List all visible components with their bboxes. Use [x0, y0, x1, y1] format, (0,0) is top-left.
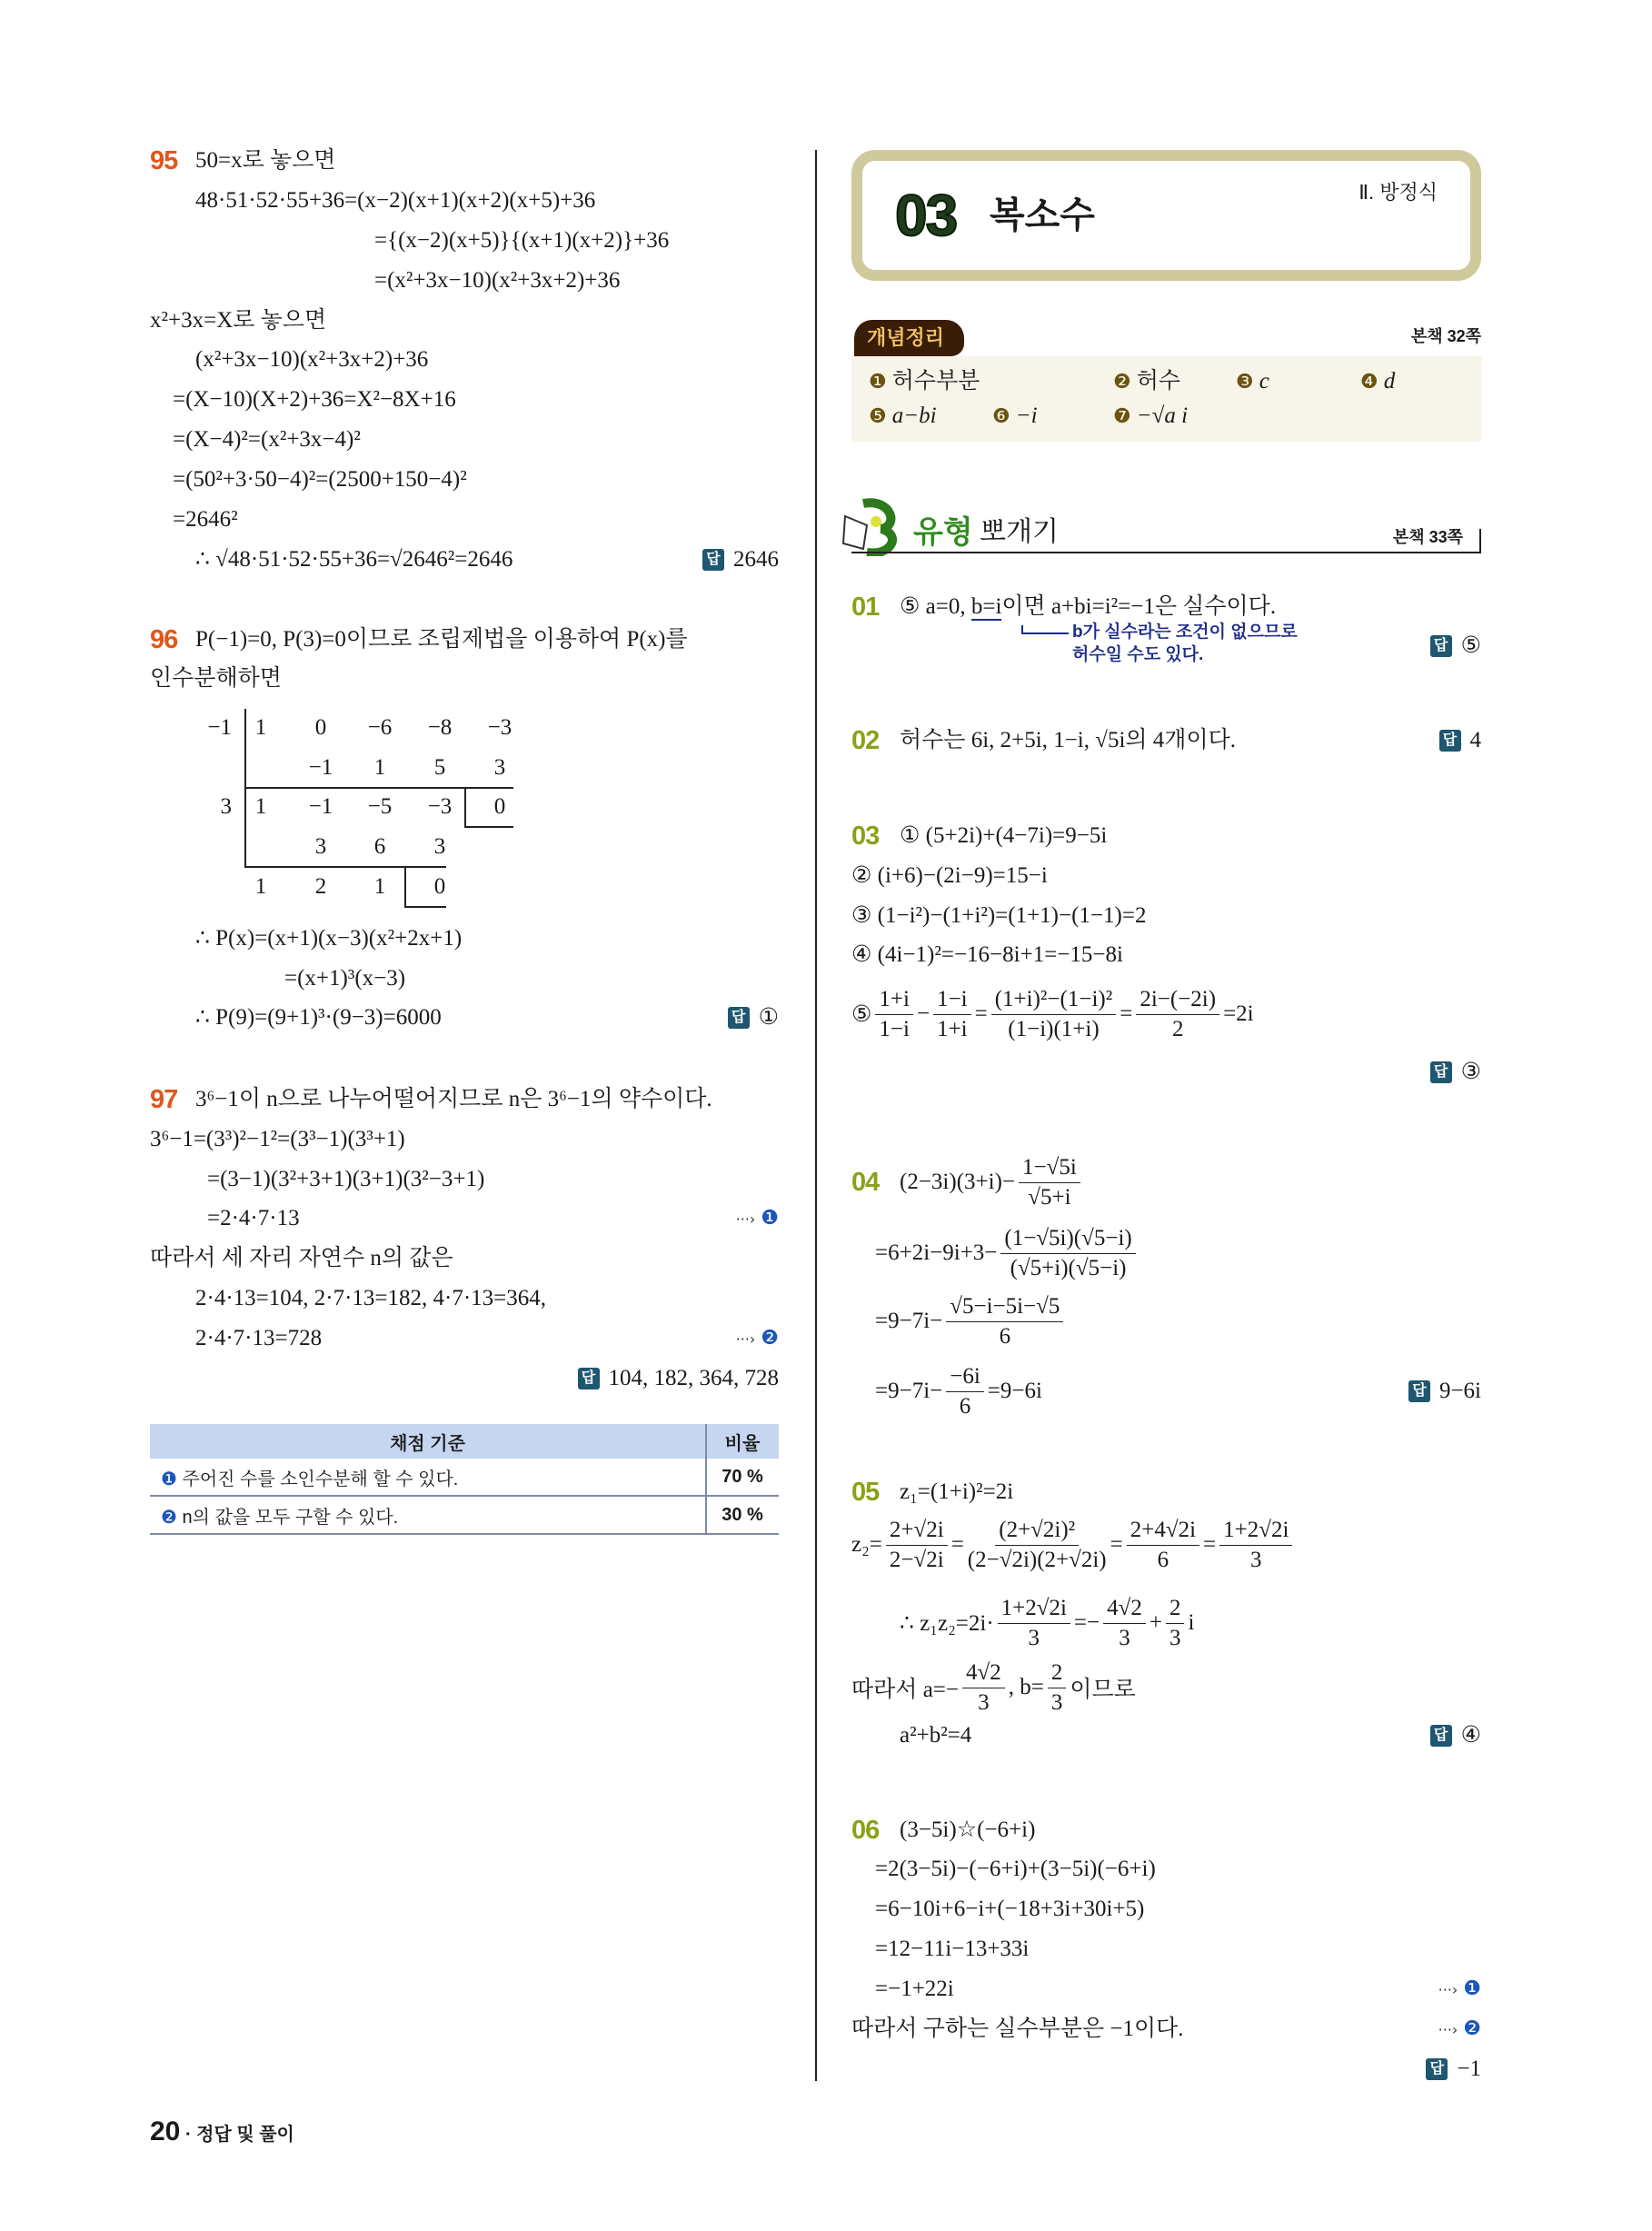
solution-line: =(X−4)²=(x²+3x−4)² — [173, 427, 361, 452]
solution-line: 따라서 a=− $\frac{4√2}{3}$ , b= $\frac{2}{3}$ 이므로 — [851, 1649, 1136, 1726]
grading-table — [150, 1424, 779, 1535]
remainder-box — [464, 826, 513, 828]
item-number: ❶ — [869, 371, 887, 393]
solution-line: ∴ z₁z₂=2i· $\frac{1+2√2i}{3}$ =− $\frac{4√2}{3}$ + $\frac{2}{3}$ i — [900, 1585, 1194, 1661]
solution-line: (x²+3x−10)(x²+3x+2)+36 — [195, 347, 429, 372]
solution-line: ={(x−2)(x+5)}{(x+1)(x+2)}+36 — [374, 228, 670, 253]
fraction: $\frac{\text{(2+√2i)²}}{(2-√2i)(2+√2i)}$ — [967, 1517, 1107, 1572]
division-cell: 1 — [373, 755, 386, 780]
marker-number: ❶ — [761, 1207, 779, 1230]
table-row — [150, 1459, 779, 1496]
division-cell: 3 — [433, 834, 446, 859]
question-number: 06 — [851, 1816, 880, 1845]
solution-line: =(3−1)(3²+3+1)(3+1)(3²−3+1) — [207, 1167, 485, 1191]
fraction: $\frac{2+√2i}{2-√2i}$ — [886, 1516, 948, 1575]
fraction: $\frac{\text{(1+i)²−(1−i)²}}{(1-i)(1+i)}$ — [991, 985, 1116, 1044]
solution-line: =(50²+3·50−4)²=(2500+150−4)² — [173, 467, 467, 492]
answer-value: ① — [758, 1005, 779, 1030]
solution-line: 2·4·7·13=728 — [195, 1326, 323, 1350]
table-row — [150, 1496, 779, 1534]
marker-number: ❶ — [1463, 1977, 1481, 2000]
solution-line: ① (5+2i)+(4−7i)=9−5i — [900, 823, 1108, 848]
solution-line: ∴ √48·51·52·55+36=√2646²=2646 — [195, 547, 513, 572]
answer-icon: 답 — [1426, 2058, 1448, 2080]
solution-line: a²+b²=4 — [900, 1723, 972, 1748]
solution-line: 50=x로 놓으면 — [195, 148, 336, 173]
solution-line: 인수분해하면 — [150, 666, 282, 691]
step-marker-2 — [1438, 2013, 1481, 2047]
marker-number: ❶ — [161, 1469, 177, 1489]
underlined-text: b=i — [970, 594, 1002, 619]
operator: − — [916, 1001, 930, 1026]
division-cell: 5 — [433, 755, 446, 780]
operator: = — [974, 1001, 988, 1026]
fraction: $\frac{4√2}{3}$ — [1103, 1594, 1146, 1653]
solution-line: (2−3i)(3+i)− $\frac{1-√5i}{√5+i}$ — [900, 1144, 1084, 1220]
solution-line: (3−5i)☆(−6+i) — [900, 1818, 1036, 1842]
division-cell: −1 — [308, 794, 333, 819]
solution-line: =6−10i+6−i+(−18+3i+30i+5) — [875, 1897, 1145, 1921]
answer — [1430, 630, 1481, 662]
division-cell: 3 — [493, 755, 506, 780]
chapter-header — [851, 150, 1481, 281]
solution-line: x²+3x=X로 놓으면 — [150, 308, 327, 333]
header-criteria: 채점 기준 — [150, 1424, 706, 1459]
solution-line: 2·4·13=104, 2·7·13=182, 4·7·13=364, — [195, 1286, 546, 1310]
solution-line: 따라서 세 자리 자연수 n의 값은 — [150, 1246, 453, 1270]
solution-line: P(−1)=0, P(3)=0이므로 조립제법을 이용하여 P(x)를 — [195, 627, 688, 652]
item-text: 허수부분 — [891, 369, 980, 393]
answer-value: ③ — [1460, 1060, 1481, 1084]
divisor: −1 — [207, 715, 232, 740]
concept-item — [1113, 365, 1180, 399]
division-cell: −6 — [367, 715, 393, 740]
step-marker-2 — [736, 1322, 779, 1356]
item-text: a−bi — [891, 403, 937, 428]
answer-value: 2646 — [733, 547, 779, 572]
question-number: 03 — [851, 822, 880, 851]
division-cell: 1 — [254, 794, 267, 819]
answer — [1439, 724, 1482, 757]
answer-value: 4 — [1469, 728, 1481, 752]
annotation-note: b가 실수라는 조건이 없으므로 — [1072, 622, 1298, 642]
solution-line: ② (i+6)−(2i−9)=15−i — [851, 863, 1048, 888]
solution-line: =(x²+3x−10)(x²+3x+2)+36 — [374, 268, 621, 293]
item-text: −i — [1015, 403, 1038, 428]
answer — [578, 1362, 780, 1395]
annotation-note: 허수일 수도 있다. — [1072, 645, 1204, 664]
fraction: $\frac{1+2√2i}{3}$ — [1219, 1516, 1292, 1575]
solution-line: =−1+22i — [875, 1977, 954, 2001]
problem-number: 97 — [150, 1085, 178, 1114]
problem-number: 96 — [150, 625, 178, 654]
answer-icon: 답 — [702, 549, 724, 571]
page-footer — [150, 2116, 294, 2151]
answer-value: ⑤ — [1460, 633, 1481, 658]
page-label: · 정답 및 풀이 — [184, 2125, 294, 2145]
division-cell: 2 — [314, 874, 327, 899]
answer-icon: 답 — [1408, 1380, 1430, 1402]
answer-icon: 답 — [578, 1368, 600, 1389]
item-number: ❼ — [1113, 405, 1131, 428]
item-number: ❺ — [869, 405, 887, 428]
marker-number: ❷ — [1463, 2017, 1481, 2040]
chapter-title: 복소수 — [990, 195, 1095, 235]
page-number: 20 — [150, 2116, 181, 2146]
answer-value: 9−6i — [1438, 1379, 1481, 1403]
division-line — [244, 787, 513, 789]
division-cell: 3 — [314, 834, 327, 859]
solution-line: =(x+1)³(x−3) — [284, 966, 406, 991]
header-underline — [1479, 529, 1481, 553]
fraction: $\frac{1+2√2i}{3}$ — [998, 1594, 1070, 1653]
division-cell: 1 — [254, 715, 267, 740]
division-cell: −3 — [427, 794, 453, 819]
division-cell: 0 — [314, 715, 327, 740]
step-marker-1 — [1438, 1973, 1481, 2007]
fraction: $\frac{2}{3}$ — [1166, 1594, 1185, 1653]
solution-line: 3⁶−1이 n으로 나누어떨어지므로 n은 3⁶−1의 약수이다. — [195, 1087, 712, 1111]
concept-item — [1113, 400, 1188, 433]
fraction: $\frac{2+4√2i}{6}$ — [1127, 1516, 1199, 1575]
choice-label: ⑤ — [851, 1002, 872, 1027]
solution-line: z₁=(1+i)²=2i — [900, 1479, 1014, 1504]
text: ⑤ a=0, — [900, 594, 971, 619]
solution-line: =9−7i− $\frac{-6i}{6}$ =9−6i — [875, 1353, 1042, 1429]
answer — [702, 543, 779, 576]
fraction: $\frac{√5-i-5i-√5}{6}$ — [946, 1292, 1063, 1351]
division-cell: 1 — [373, 874, 386, 899]
item-text: d — [1383, 369, 1396, 393]
answer-value: ④ — [1460, 1723, 1481, 1748]
solution-line: 3⁶−1=(3³)²−1²=(3³−1)(3³+1) — [150, 1127, 405, 1151]
answer — [1430, 1719, 1481, 1752]
item-text: c — [1259, 369, 1269, 393]
solution-line: 허수는 6i, 2+5i, 1−i, √5i의 4개이다. — [900, 728, 1237, 752]
divisor: 3 — [220, 794, 232, 819]
solution-line: 48·51·52·55+36=(x−2)(x+1)(x+2)(x+5)+36 — [195, 188, 596, 213]
answer-value: 104, 182, 364, 728 — [608, 1366, 779, 1390]
item-number: ❸ — [1236, 371, 1254, 393]
note-connector — [1021, 632, 1069, 634]
text: 이면 a+bi=i²=−1은 실수이다. — [1001, 594, 1277, 619]
header-ratio: 비율 — [706, 1424, 779, 1459]
answer — [1408, 1375, 1481, 1408]
remainder-box — [404, 866, 406, 907]
division-cell: 0 — [493, 794, 506, 819]
solution-line: ∴ P(9)=(9+1)³·(9−3)=6000 — [195, 1005, 442, 1030]
answer-icon: 답 — [728, 1007, 750, 1029]
remainder-box — [464, 787, 466, 827]
concept-item — [869, 365, 980, 399]
solution-line: =2·4·7·13 — [207, 1206, 300, 1230]
types-title-bold: 유형 — [913, 515, 973, 550]
solution-line: =2646² — [173, 507, 238, 532]
solution-line: =(X−10)(X+2)+36=X²−8X+16 — [173, 387, 456, 412]
solution-line: =6+2i−9i+3− $\frac{(1-√5i)(√5-i)}{(√5+i)(√5-i)}$ — [875, 1215, 1139, 1291]
answer — [1430, 1056, 1481, 1089]
fraction: $\frac{1-i}{1+i}$ — [933, 985, 971, 1044]
unit-label: Ⅱ. 방정식 — [1358, 181, 1438, 204]
division-cell: −8 — [427, 715, 453, 740]
division-cell: −3 — [487, 715, 513, 740]
item-text: 허수 — [1136, 369, 1181, 393]
criteria-text: 주어진 수를 소인수분해 할 수 있다. — [182, 1469, 459, 1489]
solution-line — [900, 591, 1276, 623]
ratio-value: 30 % — [706, 1496, 779, 1534]
header-underline — [851, 552, 1481, 553]
marker-number: ❷ — [761, 1327, 779, 1350]
division-cell: −5 — [367, 794, 393, 819]
book-page-ref: 본책 32쪽 — [1410, 327, 1481, 345]
problem-number: 95 — [150, 146, 178, 175]
solution-line: ③ (1−i²)−(1+i²)=(1+1)−(1−1)=2 — [851, 903, 1147, 928]
chapter-number: 03 — [895, 183, 957, 248]
fraction: $\frac{2}{3}$ — [1048, 1658, 1067, 1718]
solution-line: =9−7i− $\frac{√5-i-5i-√5}{6}$ — [875, 1283, 1067, 1360]
book-page-ref: 본책 33쪽 — [1392, 528, 1463, 546]
concept-item — [1236, 365, 1269, 399]
column-divider — [815, 150, 817, 2081]
arrow-icon: ···› — [735, 1330, 756, 1348]
division-cell: 6 — [373, 834, 386, 859]
question-number: 05 — [851, 1478, 880, 1507]
answer — [728, 1001, 779, 1034]
fraction: $\frac{4√2}{3}$ — [962, 1658, 1005, 1718]
question-number: 02 — [851, 726, 880, 755]
ratio-value: 70 % — [706, 1459, 779, 1496]
answer — [1426, 2053, 1481, 2086]
item-number: ❻ — [992, 405, 1010, 428]
fraction: $\frac{1-√5i}{√5+i}$ — [1019, 1153, 1080, 1212]
answer-value: −1 — [1457, 2057, 1481, 2081]
solution-line: ∴ P(x)=(x+1)(x−3)(x²+2x+1) — [195, 926, 463, 951]
answer-icon: 답 — [1439, 730, 1461, 752]
answer-icon: 답 — [1430, 1725, 1452, 1747]
solution-line: 따라서 구하는 실수부분은 −1이다. — [851, 2017, 1184, 2041]
arrow-icon: ···› — [735, 1210, 756, 1228]
item-number: ❷ — [1113, 371, 1131, 393]
item-number: ❹ — [1360, 371, 1378, 393]
step-marker-1 — [736, 1202, 779, 1236]
concept-item — [992, 400, 1038, 433]
division-cell: −1 — [308, 755, 333, 780]
question-number: 01 — [851, 593, 880, 622]
fraction: $\frac{-6i}{6}$ — [946, 1362, 984, 1421]
types-logo-icon — [836, 498, 909, 556]
fraction: 1+i 1−i — [875, 985, 913, 1044]
solution-line: z₂= $\frac{2+√2i}{2-√2i}$ = $\frac{\text{(2+√2i)²}}{(2-√2i)(2+√2i)}$ = $\frac{2+4√2i}{6}$ = $\frac{1+2√2i}{3}$ — [851, 1507, 1296, 1583]
arrow-icon: ···› — [1438, 2021, 1458, 2038]
result: =2i — [1223, 1001, 1254, 1026]
fraction: $\frac{(1-√5i)(√5-i)}{(√5+i)(√5-i)}$ — [1000, 1224, 1135, 1283]
answer-icon: 답 — [1430, 1061, 1452, 1083]
question-number: 04 — [851, 1168, 880, 1197]
marker-number: ❷ — [161, 1507, 177, 1528]
division-cell: 1 — [254, 874, 267, 899]
criteria-text: n의 값을 모두 구할 수 있다. — [182, 1507, 399, 1528]
solution-line: =12−11i−13+33i — [875, 1937, 1030, 1961]
concept-item — [1360, 365, 1395, 399]
operator: = — [1120, 1001, 1133, 1026]
solution-line: ④ (4i−1)²=−16−8i+1=−15−8i — [851, 942, 1123, 967]
solution-line — [851, 976, 1254, 1052]
concept-item — [869, 400, 937, 433]
fraction: $\frac{2i-(-2i)}{2}$ — [1136, 985, 1219, 1044]
arrow-icon: ···› — [1438, 1981, 1458, 1998]
concept-badge: 개념정리 — [854, 320, 964, 356]
solution-line: =2(3−5i)−(−6+i)+(3−5i)(−6+i) — [875, 1857, 1156, 1881]
division-line — [244, 866, 446, 868]
remainder-box — [404, 906, 446, 908]
item-text: −√a i — [1136, 403, 1189, 428]
answer-icon: 답 — [1430, 635, 1452, 657]
types-title: 뽀개기 — [980, 517, 1059, 547]
division-cell: 0 — [433, 874, 446, 899]
